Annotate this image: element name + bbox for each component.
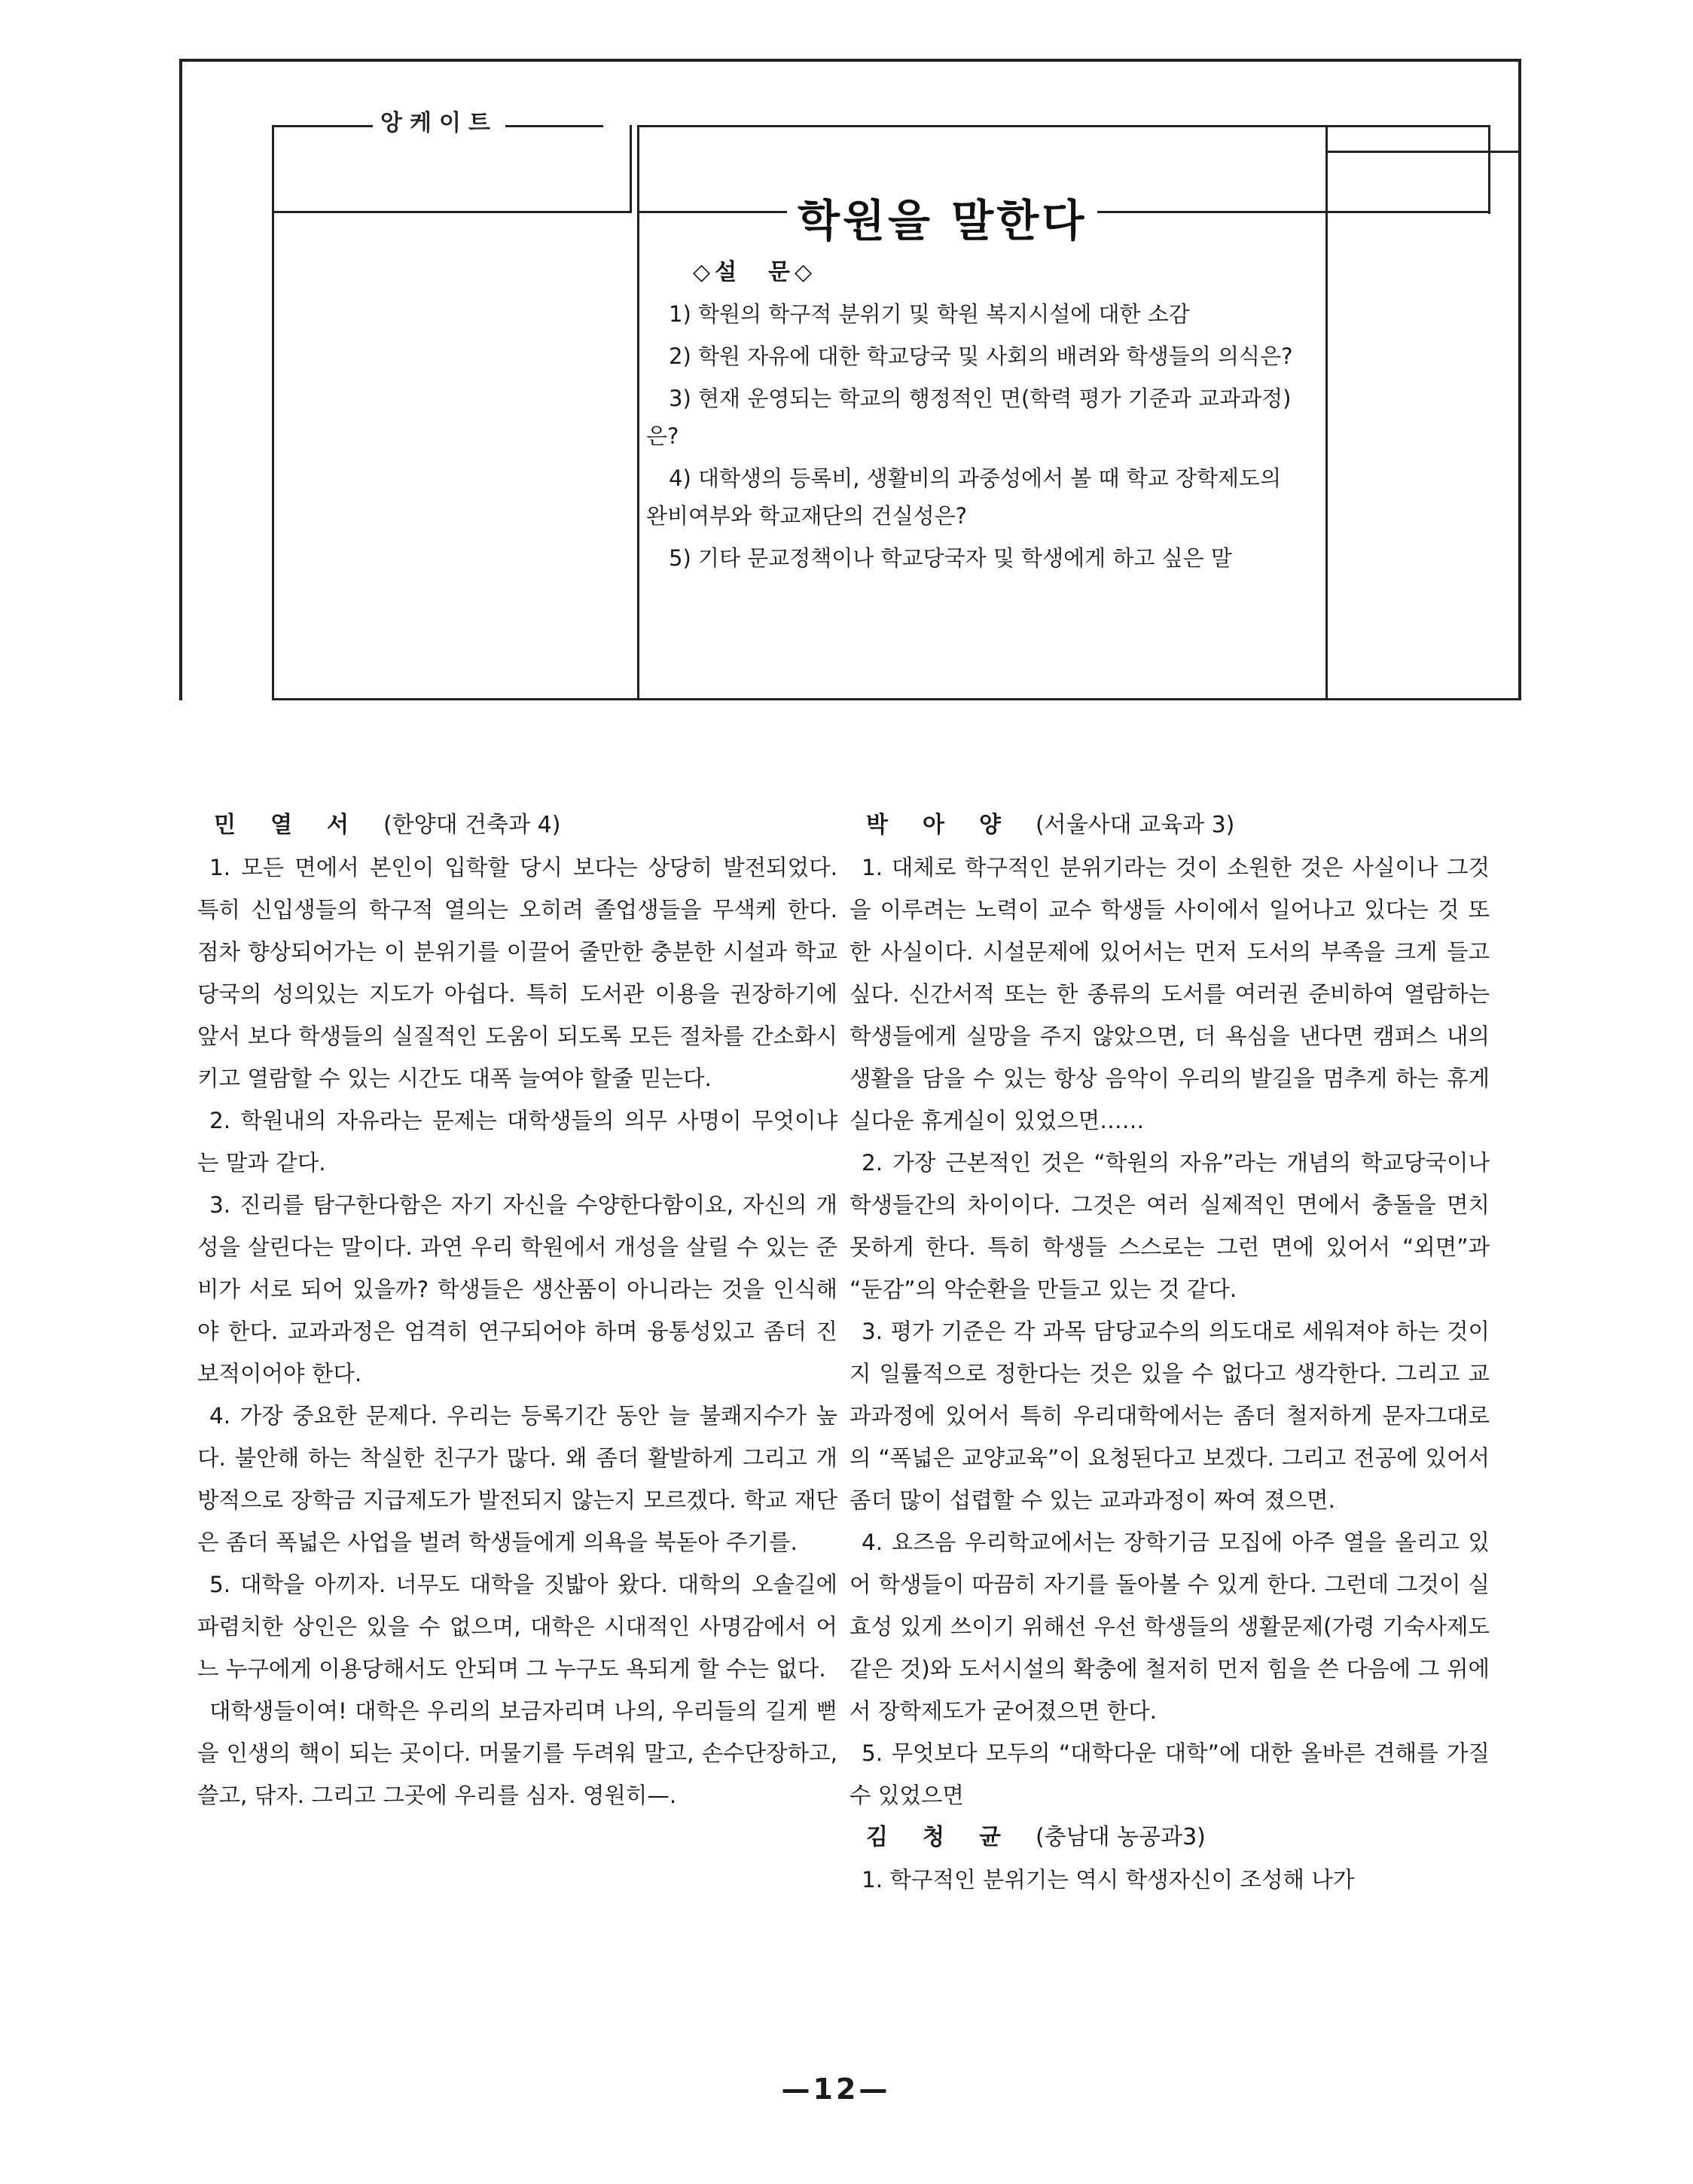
respondent-heading	[197, 804, 837, 846]
left-box-bottom	[272, 211, 632, 213]
answer-paragraph: 4. 가장 중요한 문제다. 우리는 등록기간 동안 늘 불쾌지수가 높다. 불안해 하는 착실한 친구가 많다. 왜 좀더 활발하게 그리고 개방적으로 장학금 지급제도가 발전되지 않는지 모르겠다. 학교 재단은 좀더 폭넓은 사업을 벌려 학생들에게 의욕을 북돋아 주기를.	[197, 1403, 837, 1555]
left-box-right	[630, 125, 632, 213]
right-column	[850, 804, 1490, 1901]
survey-question: 3) 현재 운영되는 학교의 행정적인 면(학력 평가 기준과 교과과정)은?	[646, 386, 1292, 449]
section-tag: 앙케이트	[373, 104, 505, 137]
respondent-affiliation: (서울사대 교육과 3)	[1035, 812, 1235, 838]
right-strip-divider	[1488, 125, 1490, 214]
survey-question: 4) 대학생의 등록비, 생활비의 과중성에서 볼 때 학교 장학제도의 완비여부와 학교재단의 건실성은?	[646, 465, 1282, 529]
page-number: —12—	[781, 2073, 891, 2106]
right-strip-rule	[1328, 151, 1521, 153]
respondent-affiliation: (한양대 건축과 4)	[383, 812, 561, 838]
answer-paragraph: 대학생들이여! 대학은 우리의 보금자리며 나의, 우리들의 길게 뻗을 인생의 핵이 되는 곳이다. 머물기를 두려워 말고, 손수단장하고, 쓸고, 닦자. 그리고 그곳에 우리를 심자. 영원히—.	[197, 1698, 837, 1808]
answer-paragraph: 1. 대체로 학구적인 분위기라는 것이 소원한 것은 사실이나 그것을 이루려는 노력이 교수 학생들 사이에서 일어나고 있다는 것 또한 사실이다. 시설문제에 있어서는 먼저 도서의 부족을 크게 들고 싶다. 신간서적 또는 한 종류의 도서를 여러권 준비하여 열람하는 학생들에게 실망을 주지 않았으면, 더 욕심을 낸다면 캠퍼스 내의 생활을 담을 수 있는 항상 음악이 우리의 발길을 멈추게 하는 휴게실다운 휴게실이 있었으면……	[850, 855, 1490, 1133]
respondent-name: 김청균	[866, 1824, 1036, 1850]
answer-paragraph: 4. 요즈음 우리학교에서는 장학기금 모집에 아주 열을 올리고 있어 학생들이 따끔히 자기를 돌아볼 수 있게 한다. 그런데 그것이 실효성 있게 쓰이기 위해선 우선 학생들의 생활문제(가령 기숙사제도 같은 것)와 도서시설의 확충에 철저히 먼저 힘을 쓴 다음에 그 위에서 장학제도가 굳어졌으면 한다.	[850, 1530, 1490, 1724]
answer-paragraph: 1. 모든 면에서 본인이 입학할 당시 보다는 상당히 발전되었다. 특히 신입생들의 학구적 열의는 오히려 졸업생들을 무색케 한다. 점차 향상되어가는 이 분위기를 이끌어 줄만한 충분한 시설과 학교당국의 성의있는 지도가 아쉽다. 특히 도서관 이용을 권장하기에 앞서 보다 학생들의 실질적인 도움이 되도록 모든 절차를 간소화시키고 열람할 수 있는 시간도 대폭 늘여야 할줄 믿는다.	[197, 855, 837, 1091]
answer-paragraph: 1. 학구적인 분위기는 역시 학생자신이 조성해 나가	[862, 1867, 1355, 1893]
respondent-heading	[850, 1816, 1490, 1859]
answer-paragraph: 5. 무엇보다 모두의 “대학다운 대학”에 대한 올바른 견해를 가질 수 있었으면	[850, 1740, 1490, 1808]
respondent-name: 박아양	[866, 812, 1036, 838]
frame-left	[179, 59, 182, 700]
respondent-affiliation: (충남대 농공과3)	[1035, 1824, 1206, 1850]
respondent-name: 민열서	[214, 812, 383, 838]
survey-question: 1) 학원의 학구적 분위기 및 학원 복지시설에 대한 소감	[669, 301, 1190, 327]
frame-top	[179, 59, 1521, 62]
center-right-rule	[1325, 125, 1328, 700]
answer-paragraph: 3. 평가 기준은 각 과목 담당교수의 의도대로 세워져야 하는 것이지 일률적으로 정한다는 것은 있을 수 없다고 생각한다. 그리고 교과과정에 있어서 특히 우리대학에서는 좀더 철저하게 문자그대로의 “폭넓은 교양교육”이 요청된다고 보겠다. 그리고 전공에 있어서 좀더 많이 섭렵할 수 있는 교과과정이 짜여 졌으면.	[850, 1319, 1490, 1513]
respondent-heading	[850, 804, 1490, 846]
frame-right	[1518, 59, 1521, 700]
answer-paragraph: 2. 학원내의 자유라는 문제는 대학생들의 의무 사명이 무엇이냐는 말과 같다.	[197, 1108, 837, 1176]
survey-question: 5) 기타 문교정책이나 학교당국자 및 학생에게 하고 싶은 말	[669, 545, 1232, 571]
answer-paragraph: 3. 진리를 탐구한다함은 자기 자신을 수양한다함이요, 자신의 개성을 살린다는 말이다. 과연 우리 학원에서 개성을 살릴 수 있는 준비가 서로 되어 있을까? 학생들은 생산품이 아니라는 것을 인식해야 한다. 교과과정은 엄격히 연구되어야 하며 융통성있고 좀더 진보적이어야 한다.	[197, 1192, 837, 1386]
center-top-rule	[637, 125, 1488, 127]
left-column	[197, 804, 837, 1816]
survey-heading: ◇설 문◇	[693, 259, 817, 285]
frame-bottom	[272, 698, 1521, 700]
page-title: 학원을 말한다	[787, 185, 1097, 249]
survey-question: 2) 학원 자유에 대한 학교당국 및 사회의 배려와 학생들의 의식은?	[669, 343, 1293, 369]
survey-question-list	[646, 295, 1294, 581]
answer-paragraph: 2. 가장 근본적인 것은 “학원의 자유”라는 개념의 학교당국이나 학생들간의 차이이다. 그것은 여러 실제적인 면에서 충돌을 면치 못하게 한다. 특히 학생들 스스로는 그런 면에 있어서 “외면”과 “둔감”의 악순환을 만들고 있는 것 같다.	[850, 1150, 1490, 1302]
answer-paragraph: 5. 대학을 아끼자. 너무도 대학을 짓밟아 왔다. 대학의 오솔길에 파렴치한 상인은 있을 수 없으며, 대학은 시대적인 사명감에서 어느 누구에게 이용당해서도 안되며 그 누구도 욕되게 할 수는 없다.	[197, 1572, 837, 1682]
